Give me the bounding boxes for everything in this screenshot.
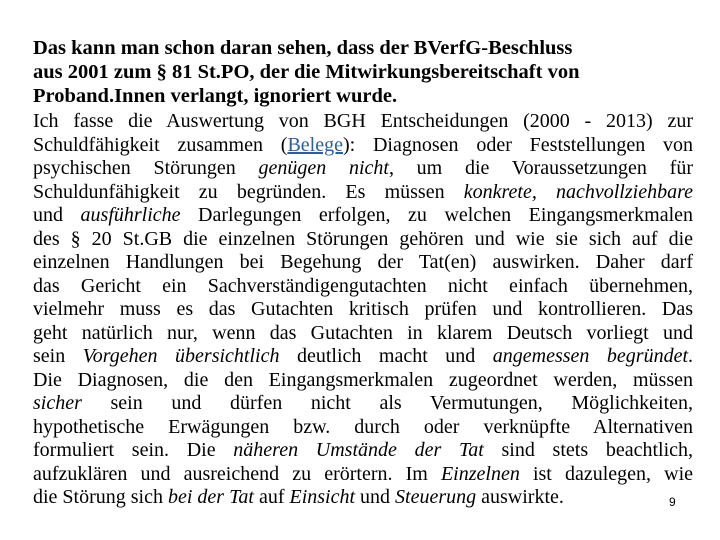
body-text-segment: hypothetische Erwägungen bzw. durch oder verknüpfte Alternativen xyxy=(33,415,693,438)
body-text-segment: und xyxy=(355,486,396,508)
body-text-segment: Die Diagnosen, die den Eingangsmerkmalen zugeordnet werden, müssen xyxy=(33,368,693,391)
emphasis-text: Steuerung xyxy=(395,486,477,508)
body-line-7 xyxy=(33,251,693,275)
body-text-segment: sind stets beachtlich, xyxy=(483,439,693,461)
heading-line-3: Proband.Innen verlangt, ignoriert wurde. xyxy=(33,85,398,107)
body-line-13 xyxy=(33,392,693,416)
body-text-segment: auf xyxy=(253,486,290,508)
body-text-segment: ): Diagnosen oder Feststellungen von xyxy=(342,133,694,156)
body-text-segment: aufzuklären und ausreichend zu erörtern. Im xyxy=(33,462,441,485)
body-line-14 xyxy=(33,416,693,440)
body-text-segment: auswirkte. xyxy=(476,486,564,508)
body-text-segment: psychischen Störungen xyxy=(33,157,259,179)
body-text-segment: und xyxy=(33,204,81,226)
body-text-segment: Schuldfähigkeit zusammen ( xyxy=(33,133,288,156)
body-text-segment: Ich fasse die Auswertung von BGH Entscheidungen (2000 - 2013) zur xyxy=(33,110,693,132)
emphasis-text: näheren Umstände der Tat xyxy=(233,439,484,461)
body-line-4 xyxy=(33,181,693,205)
body-line-5 xyxy=(33,204,693,228)
body-line-6 xyxy=(33,228,693,252)
body-line-1 xyxy=(33,110,693,134)
body-line-9 xyxy=(33,298,693,322)
body-text-segment: das Gericht ein Sachverständigengutachten nicht einfach übernehmen, xyxy=(33,274,693,297)
body-line-11 xyxy=(33,345,693,369)
body-text-segment: des § 20 St.GB die einzelnen Störungen gehören und wie sie sich auf die xyxy=(33,227,693,250)
body-text-segment: ist dazulegen, wie xyxy=(519,462,693,485)
body-line-15 xyxy=(33,439,693,463)
body-text-segment: sein xyxy=(33,345,83,367)
body-text-segment: deutlich macht und xyxy=(279,345,493,367)
body-text-segment: geht natürlich nur, wenn das Gutachten in klarem Deutsch vorliegt und xyxy=(33,321,693,344)
body-text-segment: vielmehr muss es das Gutachten kritisch prüfen und kontrollieren. Das xyxy=(33,298,693,320)
body-line-2 xyxy=(33,134,693,158)
body-text-segment: einzelnen Handlungen bei Begehung der Tat(en) auswirken. Daher darf xyxy=(33,251,693,273)
emphasis-text: ausführliche xyxy=(80,204,181,226)
body-text-segment: , um die Voraussetzungen für xyxy=(388,157,693,179)
emphasis-text: genügen nicht xyxy=(258,157,389,179)
body-text-segment: die Störung sich xyxy=(33,486,168,508)
body-line-16 xyxy=(33,463,693,487)
emphasis-text: Vorgehen übersichtlich xyxy=(82,345,280,367)
heading-line-1: Das kann man schon daran sehen, dass der BVerfG-Beschluss xyxy=(33,37,573,59)
body-text-segment: Schuldunfähigkeit zu begründen. Es müssen xyxy=(33,180,464,203)
body-text-segment: Darlegungen erfolgen, zu welchen Eingangsmerkmalen xyxy=(180,204,693,226)
slide-heading xyxy=(33,36,693,108)
belege-link[interactable]: Belege xyxy=(287,133,343,156)
body-line-17 xyxy=(33,486,693,510)
body-line-8 xyxy=(33,275,693,299)
body-text-segment: . xyxy=(688,345,694,367)
body-text xyxy=(33,110,693,510)
emphasis-text: sicher xyxy=(33,392,82,414)
body-line-10 xyxy=(33,322,693,346)
body-text-segment: sein und dürfen nicht als Vermutungen, Möglichkeiten, xyxy=(81,392,693,414)
emphasis-text: bei der Tat xyxy=(168,486,254,508)
page-number: 9 xyxy=(669,495,676,509)
emphasis-text: angemessen begründet xyxy=(492,345,689,367)
emphasis-text: Einsicht xyxy=(289,486,356,508)
body-line-3 xyxy=(33,157,693,181)
emphasis-text: konkrete, nachvollziehbare xyxy=(463,180,694,203)
emphasis-text: Einzelnen xyxy=(440,462,520,485)
heading-line-2: aus 2001 zum § 81 St.PO, der die Mitwirkungsbereitschaft von xyxy=(33,61,580,83)
body-line-12 xyxy=(33,369,693,393)
body-text-segment: formuliert sein. Die xyxy=(33,439,234,461)
